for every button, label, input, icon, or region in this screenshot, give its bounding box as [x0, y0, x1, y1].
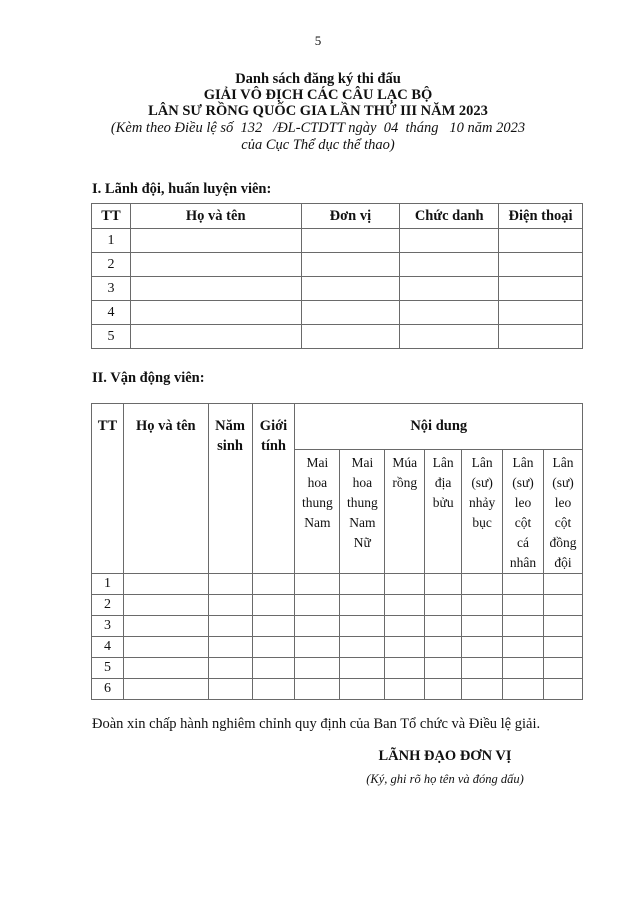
table-row: [92, 229, 583, 253]
table-row: [92, 616, 583, 637]
empty-cell[interactable]: [295, 679, 340, 700]
subcolumn-word: Lân: [552, 455, 574, 470]
col-gender: Giới tính: [252, 404, 295, 574]
subcolumn-word: nhảy: [468, 495, 496, 510]
empty-cell[interactable]: [130, 277, 301, 301]
subcolumn-word: nhân: [509, 555, 537, 570]
subcolumn-word: bửu: [432, 495, 454, 510]
col-tt: TT: [92, 404, 124, 574]
subcolumn-word: Nam: [304, 515, 331, 530]
leaders-table-header: [92, 204, 583, 229]
empty-cell[interactable]: [301, 325, 400, 349]
empty-cell[interactable]: [252, 595, 295, 616]
empty-cell[interactable]: [252, 574, 295, 595]
table-row: [92, 595, 583, 616]
table-row: [92, 277, 583, 301]
empty-cell[interactable]: [252, 679, 295, 700]
empty-cell[interactable]: [123, 679, 208, 700]
empty-cell[interactable]: [385, 616, 425, 637]
empty-cell[interactable]: [425, 637, 462, 658]
col-position: Chức danh: [400, 204, 499, 229]
subcolumn-word: Lân: [512, 455, 534, 470]
table-row: [92, 253, 583, 277]
subcolumn-word: cột: [554, 515, 572, 530]
subcolumn-word: leo: [554, 495, 572, 510]
empty-cell[interactable]: [462, 616, 503, 637]
leaders-table: [91, 203, 583, 349]
regulation-reference: (Kèm theo Điều lệ số 132 /ĐL-CTDTT ngày 04 tháng 10 năm 2023: [110, 120, 526, 136]
subcolumn-word: Nữ: [353, 535, 371, 550]
subcolumn-word: Mai: [351, 455, 374, 470]
empty-cell[interactable]: [425, 574, 462, 595]
subcolumn-word: hoa: [352, 475, 373, 490]
empty-cell[interactable]: [543, 637, 582, 658]
col-full-name: Họ và tên: [123, 404, 208, 574]
empty-cell[interactable]: [499, 277, 583, 301]
empty-cell[interactable]: [208, 637, 252, 658]
empty-cell[interactable]: [543, 658, 582, 679]
subcolumn-word: cột: [514, 515, 532, 530]
empty-cell[interactable]: [499, 325, 583, 349]
row-number: 6: [92, 679, 124, 700]
empty-cell[interactable]: [543, 679, 582, 700]
empty-cell[interactable]: [503, 658, 544, 679]
row-number: 4: [92, 637, 124, 658]
athletes-table: [91, 403, 583, 700]
empty-cell[interactable]: [385, 658, 425, 679]
empty-cell[interactable]: [130, 325, 301, 349]
empty-cell[interactable]: [123, 595, 208, 616]
section-2-title: II. Vận động viên:: [92, 370, 205, 386]
empty-cell[interactable]: [208, 679, 252, 700]
table-row: [92, 658, 583, 679]
table-row: [92, 301, 583, 325]
leader-title: LÃNH ĐẠO ĐƠN VỊ: [378, 748, 512, 764]
empty-cell[interactable]: [301, 229, 400, 253]
subcolumn-word: rồng: [392, 475, 418, 490]
empty-cell[interactable]: [462, 637, 503, 658]
empty-cell[interactable]: [462, 679, 503, 700]
empty-cell[interactable]: [252, 616, 295, 637]
tournament-title: GIẢI VÔ ĐỊCH CÁC CÂU LẠC BỘ: [203, 87, 433, 103]
subcolumn-word: Nam: [349, 515, 376, 530]
empty-cell[interactable]: [425, 658, 462, 679]
regulation-issuer: của Cục Thể dục thể thao): [241, 137, 395, 153]
empty-cell[interactable]: [385, 637, 425, 658]
empty-cell[interactable]: [385, 574, 425, 595]
empty-cell[interactable]: [340, 574, 385, 595]
empty-cell[interactable]: [462, 574, 503, 595]
empty-cell[interactable]: [252, 658, 295, 679]
empty-cell[interactable]: [295, 616, 340, 637]
table-row: [92, 637, 583, 658]
empty-cell[interactable]: [123, 574, 208, 595]
empty-cell[interactable]: [499, 253, 583, 277]
col-unit: Đơn vị: [301, 204, 400, 229]
subcolumn-word: thung: [302, 495, 333, 510]
empty-cell[interactable]: [130, 253, 301, 277]
empty-cell[interactable]: [400, 229, 499, 253]
content-subcolumn: [462, 450, 503, 574]
row-number: 1: [92, 574, 124, 595]
empty-cell[interactable]: [123, 616, 208, 637]
row-number: 5: [92, 325, 131, 349]
empty-cell[interactable]: [130, 301, 301, 325]
subcolumn-word: hoa: [307, 475, 328, 490]
empty-cell[interactable]: [503, 637, 544, 658]
empty-cell[interactable]: [462, 595, 503, 616]
subcolumn-word: Lân: [432, 455, 454, 470]
row-number: 4: [92, 301, 131, 325]
row-number: 3: [92, 616, 124, 637]
empty-cell[interactable]: [340, 637, 385, 658]
empty-cell[interactable]: [123, 637, 208, 658]
empty-cell[interactable]: [400, 253, 499, 277]
empty-cell[interactable]: [301, 253, 400, 277]
empty-cell[interactable]: [400, 325, 499, 349]
subcolumn-word: Lân: [471, 455, 493, 470]
col-phone: Điện thoại: [499, 204, 583, 229]
content-subcolumn: [340, 450, 385, 574]
empty-cell[interactable]: [543, 616, 582, 637]
subcolumn-word: (sư): [512, 475, 534, 490]
subcolumn-word: đội: [554, 555, 572, 570]
subcolumn-word: đồng: [549, 535, 577, 550]
content-subcolumn: [543, 450, 582, 574]
section-1-title: I. Lãnh đội, huấn luyện viên:: [92, 181, 272, 197]
empty-cell[interactable]: [385, 679, 425, 700]
subcolumn-word: Múa: [392, 455, 418, 470]
tournament-subtitle: LÂN SƯ RỒNG QUỐC GIA LẦN THỨ III NĂM 2023: [148, 103, 488, 119]
table-row: [92, 574, 583, 595]
subcolumn-word: (sư): [552, 475, 574, 490]
col-birth-year: Năm sinh: [208, 404, 252, 574]
empty-cell[interactable]: [208, 658, 252, 679]
row-number: 2: [92, 595, 124, 616]
empty-cell[interactable]: [385, 595, 425, 616]
content-subcolumn: [385, 450, 425, 574]
subcolumn-word: leo: [514, 495, 532, 510]
empty-cell[interactable]: [340, 595, 385, 616]
document-title: Danh sách đăng ký thi đấu: [235, 71, 401, 87]
signature-note: (Ký, ghi rõ họ tên và đóng dấu): [366, 772, 524, 786]
empty-cell[interactable]: [252, 637, 295, 658]
subcolumn-word: thung: [346, 495, 378, 510]
table-row: [92, 325, 583, 349]
empty-cell[interactable]: [499, 229, 583, 253]
empty-cell[interactable]: [295, 595, 340, 616]
empty-cell[interactable]: [503, 679, 544, 700]
empty-cell[interactable]: [295, 658, 340, 679]
subcolumn-word: Mai: [306, 455, 329, 470]
empty-cell[interactable]: [208, 574, 252, 595]
row-number: 2: [92, 253, 131, 277]
subcolumn-word: bục: [472, 515, 492, 530]
empty-cell[interactable]: [425, 616, 462, 637]
subcolumn-word: cá: [517, 535, 530, 550]
empty-cell[interactable]: [301, 277, 400, 301]
table-row: [92, 679, 583, 700]
subcolumn-word: (sư): [471, 475, 493, 490]
empty-cell[interactable]: [499, 301, 583, 325]
empty-cell[interactable]: [340, 616, 385, 637]
empty-cell[interactable]: [543, 595, 582, 616]
row-number: 3: [92, 277, 131, 301]
empty-cell[interactable]: [543, 574, 582, 595]
empty-cell[interactable]: [130, 229, 301, 253]
commitment-statement: Đoàn xin chấp hành nghiêm chỉnh quy định của Ban Tổ chức và Điều lệ giải.: [92, 716, 541, 732]
empty-cell[interactable]: [295, 637, 340, 658]
empty-cell[interactable]: [425, 595, 462, 616]
empty-cell[interactable]: [503, 616, 544, 637]
empty-cell[interactable]: [425, 679, 462, 700]
page-number: 5: [314, 33, 322, 48]
subcolumn-word: địa: [434, 475, 452, 490]
empty-cell[interactable]: [123, 658, 208, 679]
row-number: 5: [92, 658, 124, 679]
empty-cell[interactable]: [503, 595, 544, 616]
empty-cell[interactable]: [400, 301, 499, 325]
content-subcolumn: [295, 450, 340, 574]
empty-cell[interactable]: [462, 658, 503, 679]
content-subcolumn: [503, 450, 544, 574]
col-content-group: Nội dung: [295, 404, 583, 450]
col-tt: TT: [92, 204, 131, 229]
empty-cell[interactable]: [400, 277, 499, 301]
col-full-name: Họ và tên: [130, 204, 301, 229]
empty-cell[interactable]: [503, 574, 544, 595]
empty-cell[interactable]: [340, 679, 385, 700]
row-number: 1: [92, 229, 131, 253]
empty-cell[interactable]: [208, 595, 252, 616]
empty-cell[interactable]: [301, 301, 400, 325]
empty-cell[interactable]: [295, 574, 340, 595]
empty-cell[interactable]: [208, 616, 252, 637]
content-subcolumn: [425, 450, 462, 574]
empty-cell[interactable]: [340, 658, 385, 679]
